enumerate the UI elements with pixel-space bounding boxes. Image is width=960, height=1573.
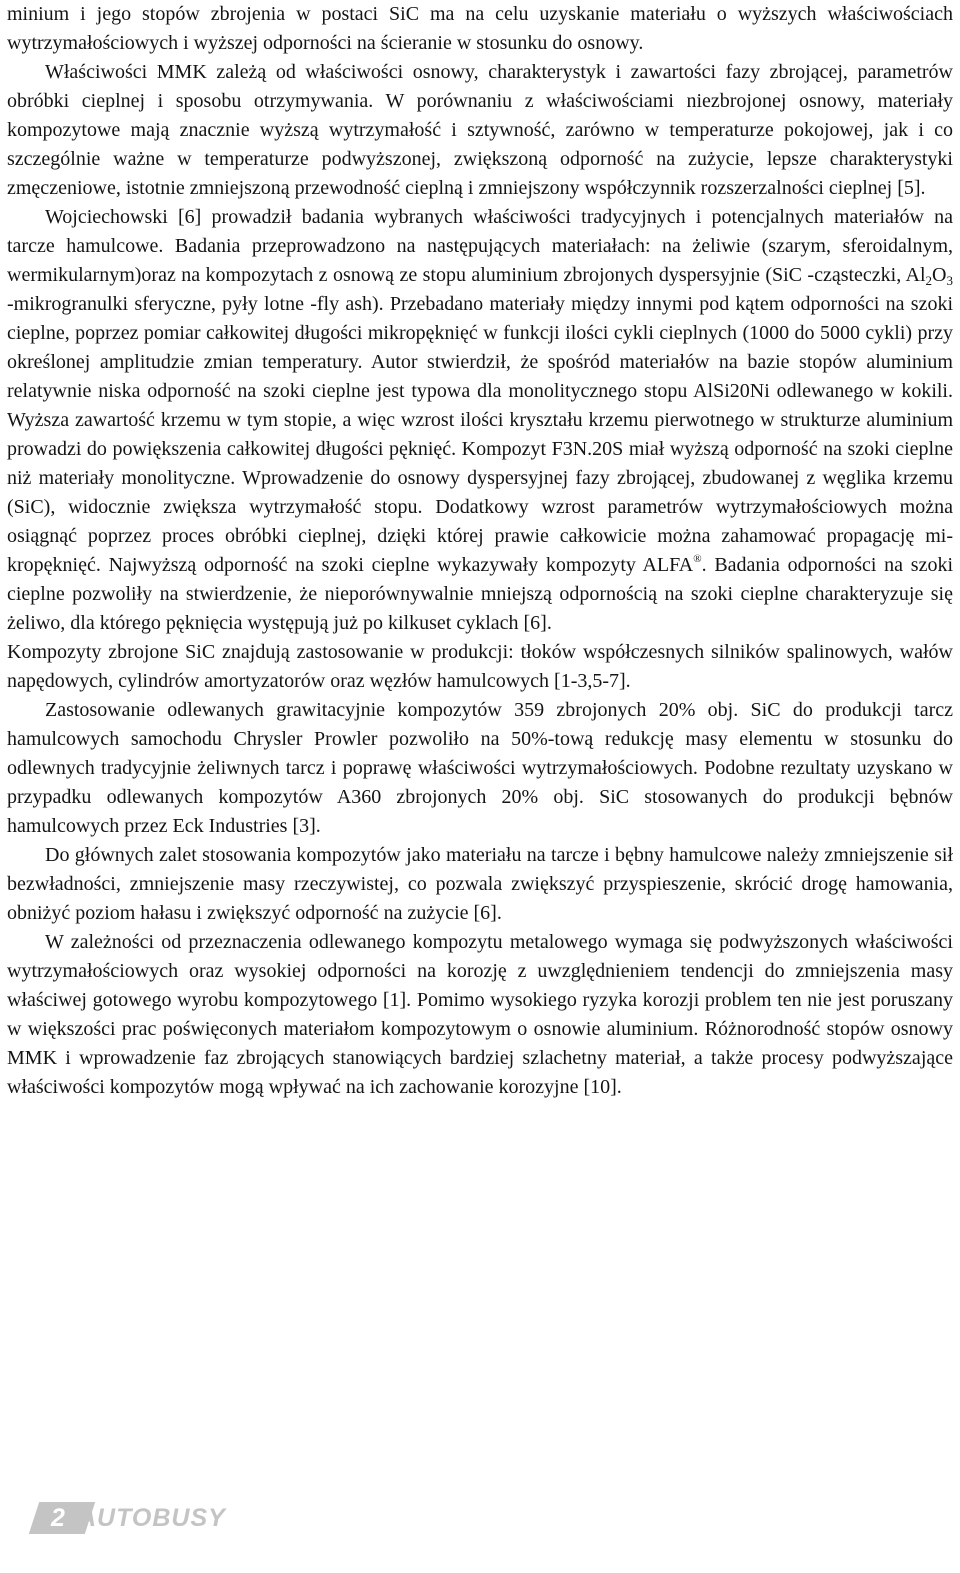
paragraph [7,696,953,841]
text-run: -mikrogranulki sferyczne, pyły lotne -fly ash). Przebadano materiały między innymi pod kątem odporności na szoki cieplne, poprzez pomiar całkowitej długości mikropęknięć w funkcji ilości cykli cieplnych (1000 do 5000 cykli) przy określonej amplitudzie zmian temperatury. Autor stwierdził, że spośród materiałów na bazie stopów aluminium relatywnie niska odporność na szoki cieplne jest typowa dla monolitycznego stopu AlSi20Ni odlewanego w kokili. Wyższa zawartość krzemu w tym stopie, a więc wzrost ilości kryształu krzemu pierwotnego w strukturze aluminium prowadzi do powiększenia całkowitej długości pęknięć. Kompozyt F3N.20S miał wyższą odporność na szoki cieplne niż materiały monolityczne. Wprowadzenie do osnowy dyspersyjnej fazy zbrojącej, zbudowanej z węglika krzemu (SiC), widocznie zwiększa wytrzymałość stopu. Dodatkowy wzrost parametrów wytrzymałościowych można osiągnąć poprzez proces obróbki cieplnej, dzięki której prawie całkowicie można zahamować propagację mikropęknięć. Najwyższą odporność na szoki cieplne wykazywały kompozyty ALFA [7,293,953,576]
paragraph [7,928,953,1102]
text-run: Wojciechowski [6] prowadził badania wybranych właściwości tradycyjnych i potencjalnych materiałów na tarcze hamulcowe. Badania przeprowadzono na następujących materiałach: na żeliwie (szarym, sferoidalnym, wermikularnym)oraz na kompozytach z osnową ze stopu aluminium zbrojonych dyspersyjnie (SiC -cząsteczki, Al [7,206,953,286]
text-run: Właściwości MMK zależą od właściwości osnowy, charakterystyk i zawartości fazy zbrojącej, parametrów obróbki cieplnej i sposobu otrzymywania. W porównaniu z właściwościami niezbrojonej osnowy, materiały kompozytowe mają znacznie wyższą wytrzymałość i sztywność, zarówno w temperaturze pokojowej, jak i co szczególnie ważne w temperaturze podwyższonej, zwiększoną odporność na zużycie, lepsze charakterystyki zmęczeniowe, istotnie zmniejszoną przewodność cieplną i zmniejszony współczynnik rozszerzalności cieplnej [5]. [7,61,953,199]
text-run: . Badania odporności na szoki cieplne pozwoliły na stwierdzenie, że nieporównywalnie mniejszą odpornością na szoki cieplne charakteryzuje się żeliwo, dla którego pęknięcia występują już po kilkuset cyklach [6]. [7,554,954,634]
text-run: O [932,264,947,286]
paragraph [7,841,953,928]
superscript-text: ® [693,553,702,565]
text-run: W zależności od przeznaczenia odlewanego kompozytu metalowego wymaga się podwyższonych właściwości wytrzymałościowych oraz wysokiej odporności na korozję z uwzględnieniem tendencji do zmniejszenia masy właściwej gotowego wyrobu kompozytowego [1]. Pomimo wysokiego ryzyka korozji problem ten nie jest poruszany w większości prac poświęconych materiałom kompozytowym o osnowie aluminium. Różnorodność stopów osnowy MMK i wprowadzenie faz zbrojących stanowiących bardziej szlachetny materiał, a także procesy podwyższające właściwości kompozytów mogą wpływać na ich zachowanie korozyjne [10]. [7,931,953,1098]
subscript-text: 2 [925,273,933,288]
paragraph [7,638,953,696]
text-run: Kompozyty zbrojone SiC znajdują zastosowanie w produkcji: tłoków współczesnych silników spalinowych, wałów napędowych, cylindrów amortyzatorów oraz węzłów hamulcowych [1-3,5-7]. [7,641,953,692]
text-run: Zastosowanie odlewanych grawitacyjnie kompozytów 359 zbrojonych 20% obj. SiC do produkcji tarcz hamulcowych samochodu Chrysler Prowler pozwoliło na 50%-tową redukcję masy elementu w stosunku do odlewnych tradycyjnie żeliwnych tarcz i poprawę właściwości wytrzymałościowych. Podobne rezultaty uzyskano w przypadku odlewanych kompozytów A360 zbrojonych 20% obj. SiC stosowanych do produkcji bębnów hamulcowych przez Eck Industries [3]. [7,699,953,837]
page-footer [38,1500,268,1538]
subscript-text: 3 [946,273,953,288]
page-number: 2 [51,1504,65,1532]
body-text [7,0,953,1102]
paragraph [7,0,953,58]
text-run: Do głównych zalet stosowania kompozytów jako materiału na tarcze i bębny hamulcowe należy zmniejszenie sił bezwładności, zmniejszenie masy rzeczywistej, co pozwala zwiększyć przyspieszenie, skrócić drogę hamowania, obniżyć poziom hałasu i zwiększyć odporność na zużycie [6]. [7,844,953,924]
paragraph [7,203,953,638]
journal-logo: AUTOBUSY [78,1504,226,1532]
text-run: minium i jego stopów zbrojenia w postaci SiC ma na celu uzyskanie materiału o wyższych właściwościach wytrzymałościowych i wyższej odporności na ścieranie w stosunku do osnowy. [7,3,953,54]
paragraph [7,58,953,203]
